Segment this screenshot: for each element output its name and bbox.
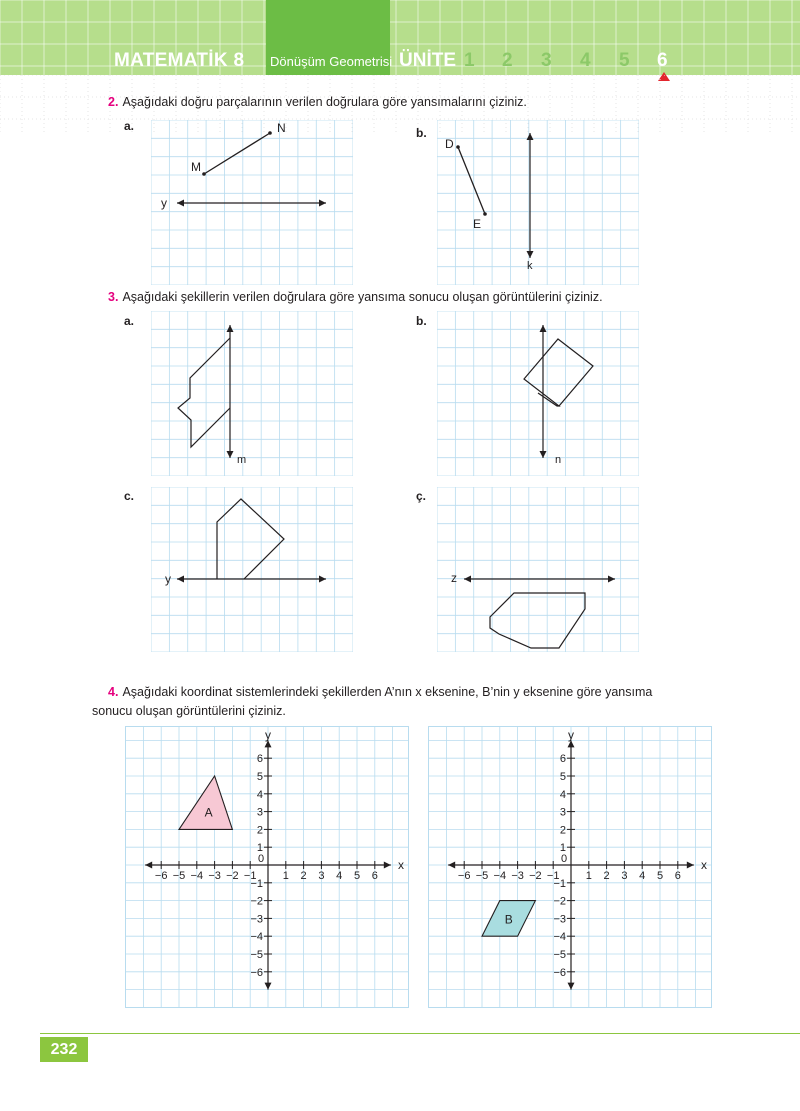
- y-tick-label: 2: [256, 824, 263, 837]
- question-text: Aşağıdaki koordinat sistemlerindeki şekillerden A’nın x eksenine, B’nin y eksenine göre yansıma: [122, 685, 653, 699]
- origin-label: 0: [258, 853, 265, 865]
- line-z-label: z: [451, 571, 457, 585]
- y-tick-label: −5: [250, 949, 263, 961]
- y-tick-label: −5: [553, 949, 566, 961]
- y-tick-label: −4: [553, 931, 566, 944]
- y-tick-label: −2: [553, 895, 566, 908]
- point-n: [268, 131, 272, 135]
- x-tick-label: −1: [243, 870, 257, 882]
- part-label-2b: b.: [416, 126, 427, 140]
- y-axis-label: y: [265, 728, 271, 743]
- question-4-line-2: sonucu oluşan görüntülerini çiziniz.: [92, 704, 286, 718]
- shape-label: B: [504, 912, 513, 927]
- unit-label: ÜNİTE: [399, 50, 456, 71]
- grid-lines: [437, 120, 639, 285]
- unit-number-4: 4: [580, 50, 591, 71]
- x-tick-label: −4: [493, 870, 507, 882]
- y-tick-label: 1: [256, 842, 263, 855]
- grid-lines: [428, 726, 712, 1008]
- part-label-3d: ç.: [416, 489, 427, 503]
- y-tick-label: 3: [256, 806, 263, 819]
- part-label-2a: a.: [124, 119, 135, 133]
- grid-lines: [151, 487, 353, 652]
- point-e-label: E: [473, 217, 482, 231]
- y-tick-label: 5: [559, 771, 566, 783]
- y-tick-label: −1: [553, 877, 566, 890]
- x-tick-label: −5: [172, 870, 186, 882]
- part-label-3a: a.: [124, 314, 135, 328]
- x-tick-label: −2: [529, 870, 542, 882]
- shape-3a: [178, 338, 230, 447]
- x-tick-label: 5: [353, 870, 361, 882]
- x-tick-label: 4: [639, 870, 646, 882]
- x-tick-label: 3: [318, 870, 325, 882]
- x-tick-label: 6: [371, 870, 378, 882]
- line-y-label-2a: y: [161, 196, 167, 210]
- x-tick-label: −6: [457, 870, 471, 882]
- part-label-3c: c.: [124, 489, 135, 503]
- y-tick-label: −2: [250, 895, 263, 908]
- y-tick-label: 2: [559, 824, 566, 837]
- chapter-topic: Dönüşüm Geometrisi: [270, 54, 393, 69]
- page-number: 232: [40, 1037, 88, 1062]
- grid-3b: [437, 311, 639, 476]
- line-n-label: n: [555, 454, 562, 466]
- y-tick-label: 4: [256, 788, 263, 801]
- grid-lines: [437, 487, 639, 652]
- grid-lines: [125, 726, 409, 1008]
- grid-2b: [437, 120, 639, 285]
- line-k-label: k: [527, 260, 533, 272]
- origin-label: 0: [561, 853, 568, 865]
- point-m: [202, 172, 206, 176]
- y-tick-label: 1: [559, 842, 566, 855]
- unit-number-5: 5: [619, 50, 630, 71]
- plot-border: [126, 727, 409, 1008]
- y-axis-label: y: [568, 728, 574, 743]
- segment-mn: [204, 133, 270, 174]
- y-tick-label: 4: [559, 788, 566, 801]
- y-tick-label: −6: [553, 966, 566, 979]
- shape-3b: [524, 339, 593, 406]
- grid-3a: [151, 311, 353, 476]
- x-tick-label: 4: [336, 870, 343, 882]
- shape-3d: [490, 593, 585, 648]
- y-tick-label: −6: [250, 966, 263, 979]
- unit-number-3: 3: [541, 50, 552, 71]
- x-tick-label: 1: [585, 870, 592, 882]
- x-axis-label: x: [700, 858, 707, 872]
- y-tick-label: 6: [256, 753, 263, 766]
- x-tick-label: −4: [190, 870, 204, 882]
- book-title: MATEMATİK 8: [114, 50, 245, 71]
- x-tick-label: −2: [226, 870, 239, 882]
- x-tick-label: 6: [674, 870, 681, 882]
- x-tick-label: −5: [475, 870, 489, 882]
- point-n-label: N: [277, 121, 286, 135]
- point-d-label: D: [445, 137, 454, 151]
- question-number: 4.: [108, 685, 119, 699]
- x-axis-label: x: [397, 858, 404, 872]
- x-tick-label: 2: [603, 870, 610, 882]
- x-tick-label: 1: [282, 870, 289, 882]
- y-tick-label: −3: [250, 913, 263, 926]
- coordinate-plane-a: [125, 726, 409, 1008]
- y-tick-label: 6: [559, 753, 566, 766]
- point-m-label: M: [191, 160, 201, 174]
- question-text: Aşağıdaki doğru parçalarının verilen doğrulara göre yansımalarını çiziniz.: [122, 95, 527, 109]
- coordinate-plane-b: [428, 726, 712, 1008]
- shape-a: [179, 776, 232, 829]
- point-d: [456, 145, 460, 149]
- line-m-label: m: [237, 454, 247, 466]
- unit-number-6-active: 6: [657, 50, 668, 71]
- question-2: [108, 95, 527, 109]
- question-3: [108, 290, 603, 304]
- x-tick-label: 3: [621, 870, 628, 882]
- grid-3d: [437, 487, 639, 652]
- shape-label: A: [204, 805, 213, 820]
- page-header: [0, 0, 800, 75]
- y-tick-label: −4: [250, 931, 263, 944]
- question-number: 2.: [108, 95, 119, 109]
- question-number: 3.: [108, 290, 119, 304]
- y-tick-label: −3: [553, 913, 566, 926]
- footer-rule: [40, 1033, 800, 1034]
- shape-3c: [217, 499, 284, 579]
- question-text: Aşağıdaki şekillerin verilen doğrulara göre yansıma sonucu oluşan görüntülerini çiziniz.: [122, 290, 603, 304]
- point-e: [483, 212, 487, 216]
- x-tick-label: 5: [656, 870, 664, 882]
- grid-3c: [151, 487, 353, 652]
- line-y-label: y: [165, 572, 171, 586]
- x-tick-label: 2: [300, 870, 307, 882]
- x-tick-label: −1: [546, 870, 560, 882]
- plot-border: [429, 727, 712, 1008]
- x-tick-label: −3: [511, 870, 524, 882]
- y-tick-label: 5: [256, 771, 263, 783]
- y-tick-label: −1: [250, 877, 263, 890]
- grid-2a: [151, 120, 353, 285]
- x-tick-label: −3: [208, 870, 221, 882]
- part-label-3b: b.: [416, 314, 427, 328]
- y-tick-label: 3: [559, 806, 566, 819]
- x-tick-label: −6: [154, 870, 168, 882]
- question-4-line-1: [108, 685, 652, 699]
- unit-number-1: 1: [464, 50, 475, 71]
- unit-number-2: 2: [502, 50, 513, 71]
- grid-lines: [151, 311, 353, 476]
